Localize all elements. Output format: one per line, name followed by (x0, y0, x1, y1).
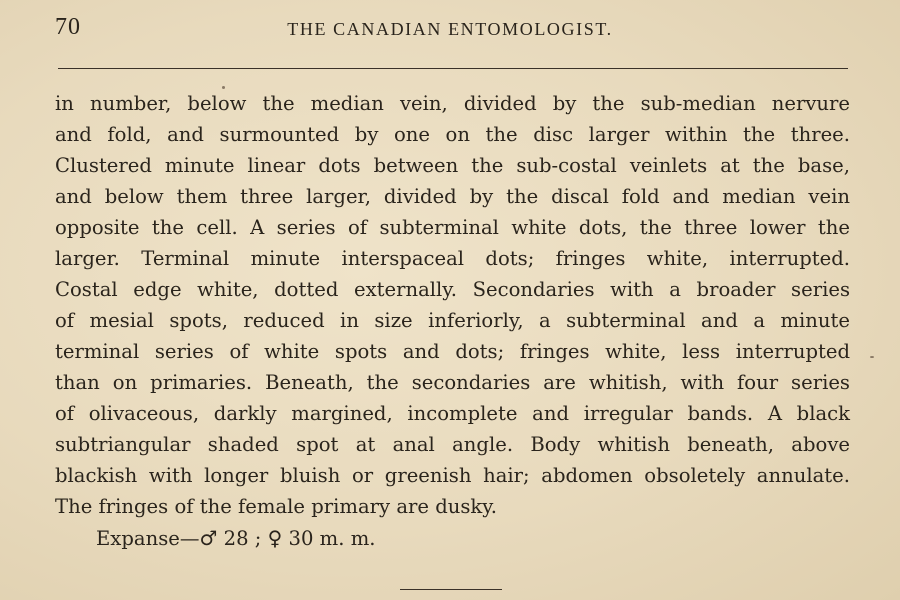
female-symbol-icon: ♀ (267, 526, 283, 550)
text-line: of olivaceous, darkly margined, incomplete and irregular bands. A black (55, 402, 850, 425)
text-line: and below them three larger, divided by the discal fold and median vein (55, 185, 850, 208)
text-line: than on primaries. Beneath, the secondaries are whitish, with four series (55, 371, 850, 394)
paper-speck (222, 86, 225, 89)
text-line: blackish with longer bluish or greenish hair; abdomen obsoletely annulate. (55, 464, 850, 487)
text-line: Costal edge white, dotted externally. Secondaries with a broader series (55, 278, 850, 301)
female-expanse-value: 30 m. m. (282, 527, 376, 550)
text-line: The fringes of the female primary are dusky. (55, 495, 497, 518)
body-paragraph (55, 88, 850, 522)
page-number: 70 (55, 14, 81, 40)
text-line: larger. Terminal minute interspaceal dots; fringes white, interrupted. (55, 247, 850, 270)
text-line: terminal series of white spots and dots; fringes white, less interrupted (55, 340, 850, 363)
running-head: THE CANADIAN ENTOMOLOGIST. (287, 19, 613, 39)
male-symbol-icon: ♂ (199, 526, 218, 550)
text-line: opposite the cell. A series of subterminal white dots, the three lower the (55, 216, 850, 239)
text-line: of mesial spots, reduced in size inferiorly, a subterminal and a minute (55, 309, 850, 332)
text-line: and fold, and surmounted by one on the disc larger within the three. (55, 123, 850, 146)
header-rule (58, 68, 848, 69)
text-line: Clustered minute linear dots between the sub-costal veinlets at the base, (55, 154, 850, 177)
expanse-line (96, 526, 376, 550)
text-line: in number, below the median vein, divided by the sub-median nervure (55, 92, 850, 115)
section-end-rule (400, 589, 502, 590)
male-expanse-value: 28 ; (217, 527, 262, 550)
paper-speck (870, 356, 874, 358)
expanse-label: Expanse— (96, 527, 200, 550)
text-line: subtriangular shaded spot at anal angle. Body whitish beneath, above (55, 433, 850, 456)
